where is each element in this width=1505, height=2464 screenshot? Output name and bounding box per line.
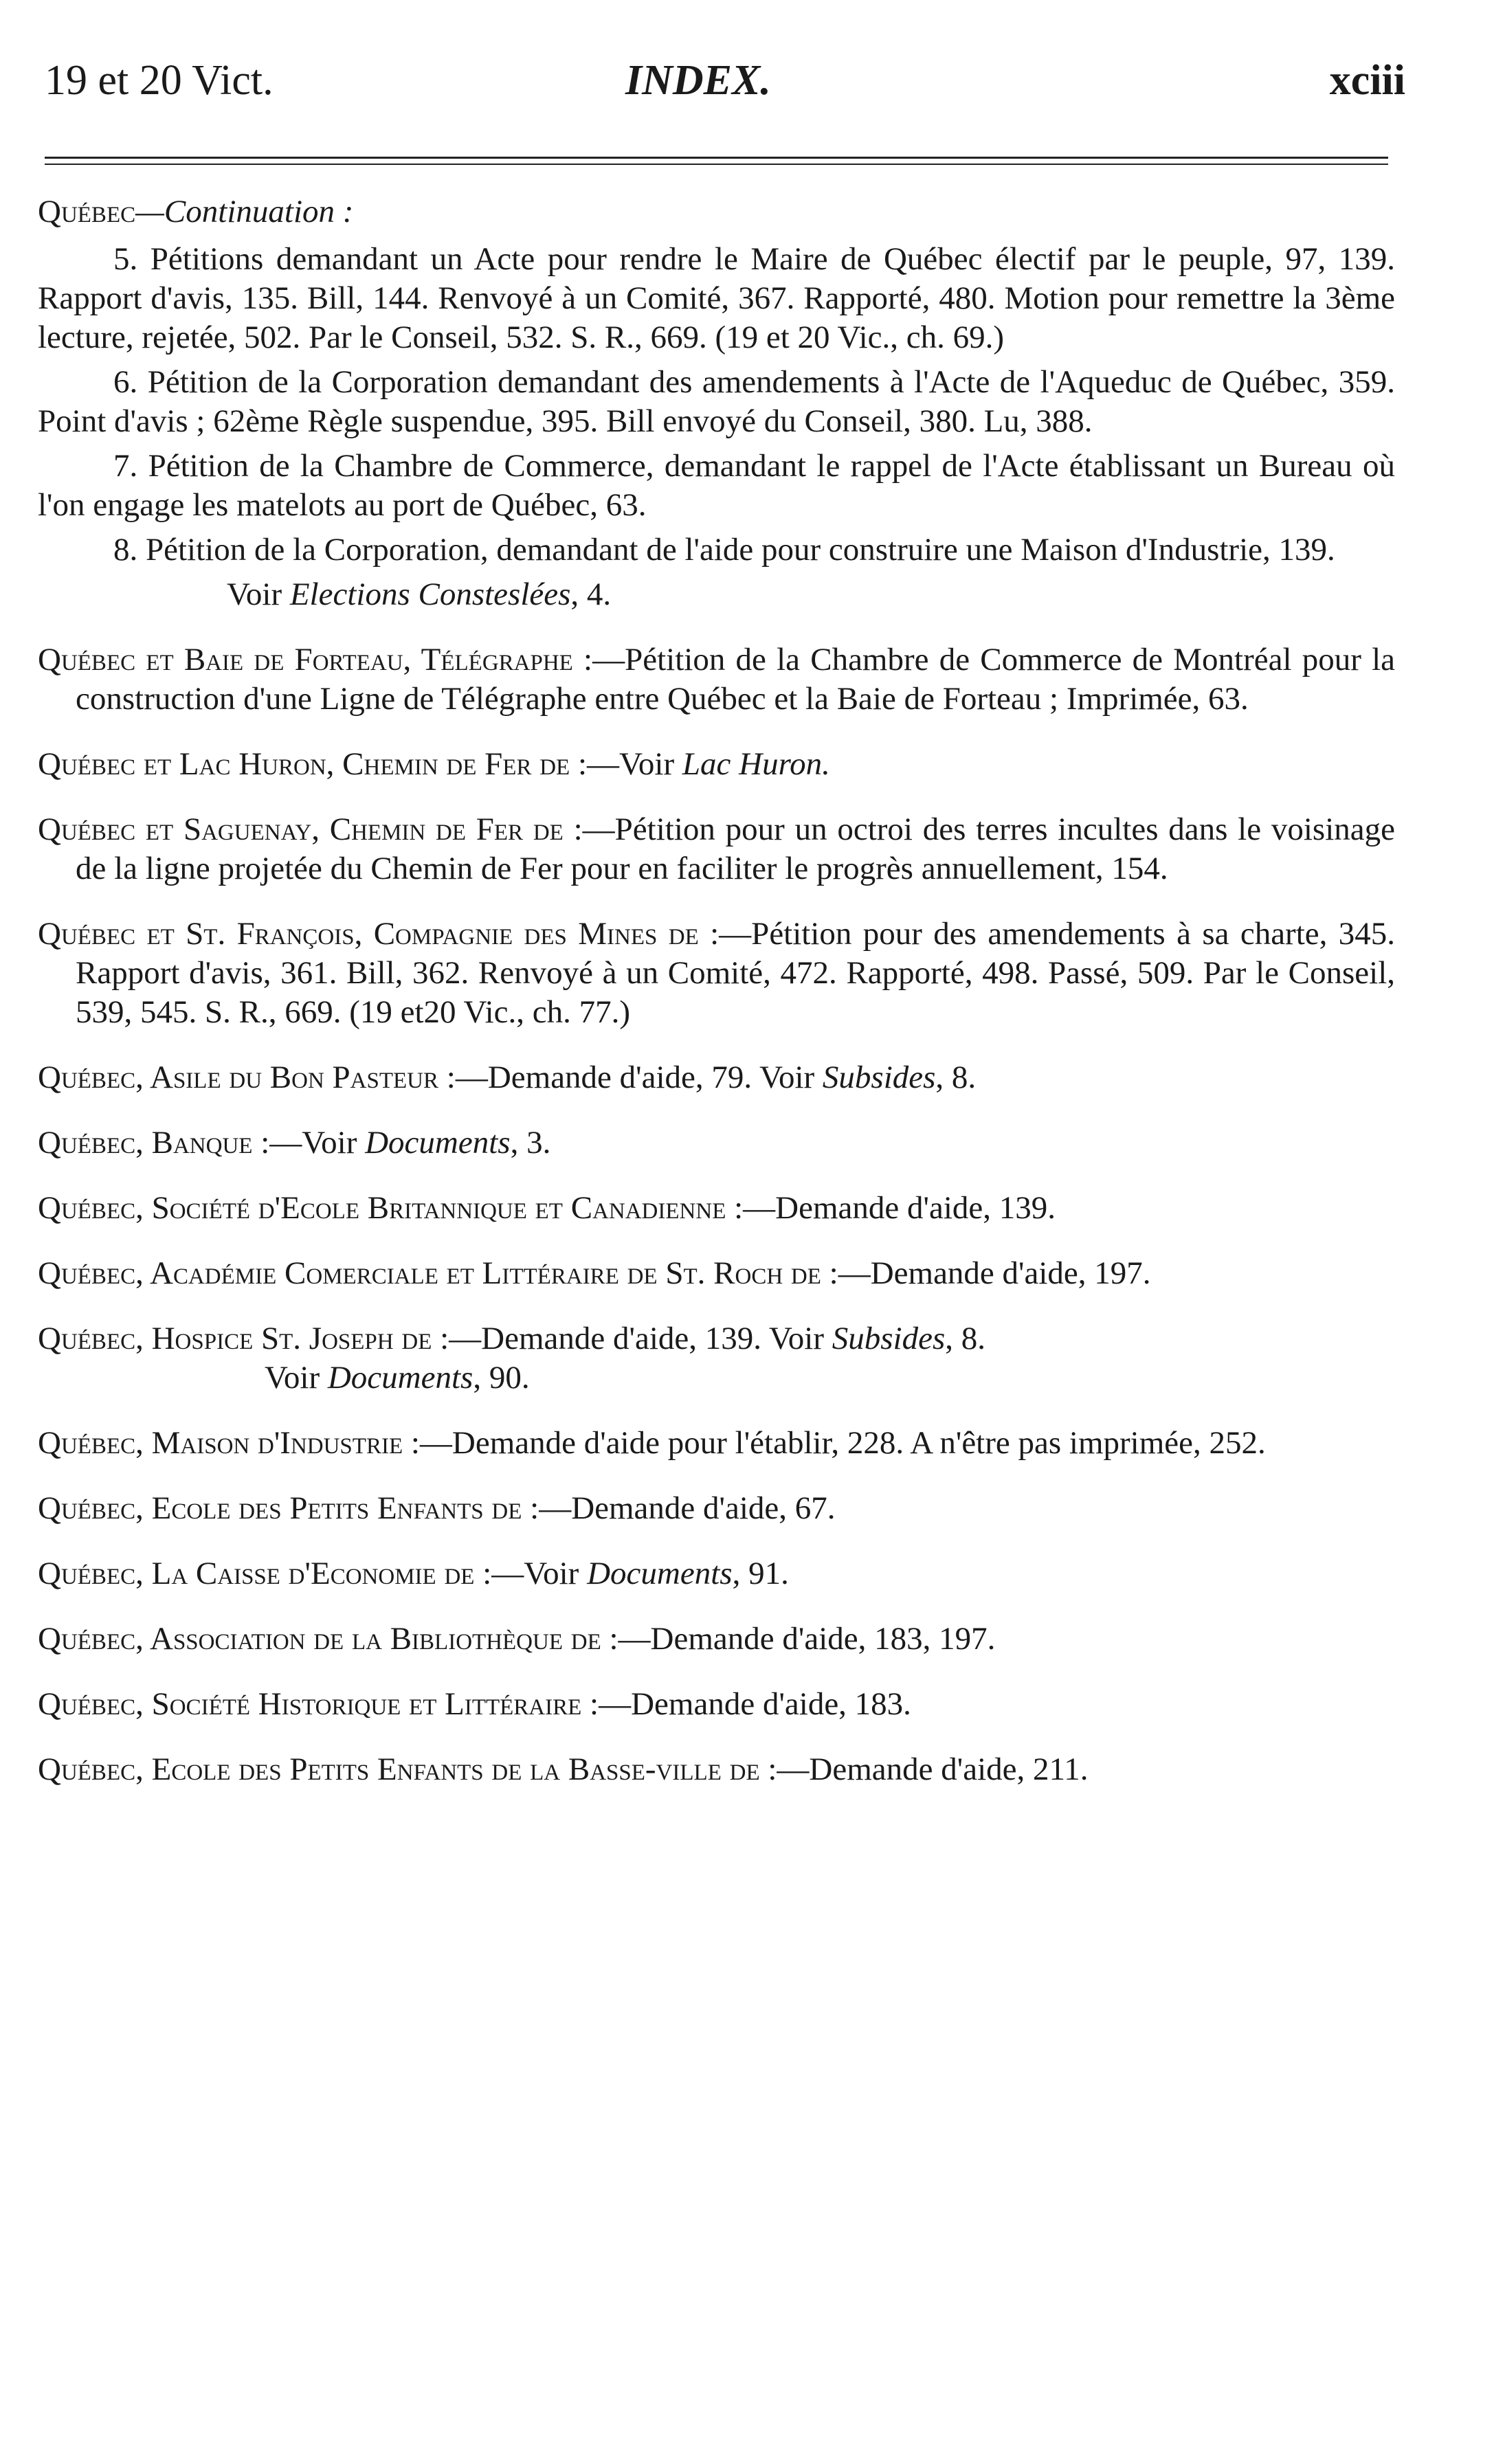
- sub-item-text: Pétition de la Chambre de Commerce, demandant le rappel de l'Acte établissant un Bureau où l'on engage les matelots au port de Québec, 63.: [38, 448, 1395, 523]
- entry-text: :—Voir: [474, 1556, 588, 1591]
- entry-text: :—Pétition pour un octroi des terres incultes dans le voisinage de la ligne projetée du Chemin de Fer pour en faciliter le progrès annuellement, 154.: [76, 811, 1395, 886]
- index-entry: [38, 1123, 1395, 1163]
- index-entry: [38, 1319, 1395, 1398]
- index-entry: [38, 1750, 1395, 1789]
- sub-item-text: Pétitions demandant un Acte pour rendre le Maire de Québec électif par le peuple, 97, 139. Rapport d'avis, 135. Bill, 144. Renvoyé à un Comité, 367. Rapporté, 480. Motion pour remettre la 3ème lecture, rejetée, 502. Par le Conseil, 532. S. R., 669. (19 et 20 Vic., ch. 69.): [38, 241, 1396, 355]
- entry-heading: Québec, Hospice St. Joseph de: [38, 1321, 432, 1356]
- entry-heading: Québec, Asile du Bon Pasteur: [38, 1060, 439, 1095]
- entry-reference: Lac Huron.: [682, 746, 830, 782]
- index-entry: [38, 1254, 1395, 1293]
- entry-heading: Québec, Société d'Ecole Britannique et Canadienne: [38, 1190, 726, 1226]
- sub-item-text: Pétition de la Corporation demandant des amendements à l'Acte de l'Aqueduc de Québec, 359. Point d'avis ; 62ème Règle suspendue, 395. Bill envoyé du Conseil, 380. Lu, 388.: [38, 364, 1395, 439]
- sub-item-list: [38, 240, 1395, 570]
- entry-reference: Subsides: [832, 1321, 946, 1356]
- entry-text-after: , 8.: [945, 1321, 985, 1356]
- index-entry: [38, 915, 1395, 1032]
- entry-heading: Québec, Ecole des Petits Enfants de: [38, 1490, 522, 1526]
- entry-heading: Québec, Ecole des Petits Enfants de la Basse-ville de: [38, 1751, 760, 1787]
- entry-text: :—Demande d'aide, 139.: [726, 1190, 1056, 1226]
- continuation-heading: Québec—Continuation :: [38, 194, 354, 229]
- page-header: [45, 56, 1405, 111]
- header-title: INDEX.: [625, 57, 771, 104]
- entry-text-after: , 8.: [935, 1060, 977, 1095]
- entry-heading: Québec, Association de la Bibliothèque de: [38, 1621, 601, 1657]
- index-entry: [38, 810, 1395, 888]
- see-also-prefix: Voir: [265, 1360, 328, 1396]
- sub-item: [38, 530, 1395, 570]
- sub-item-number: 5.: [113, 241, 150, 277]
- header-rule-thin: [45, 164, 1388, 165]
- sub-item: [38, 363, 1395, 441]
- index-entry: [38, 1189, 1395, 1228]
- entry-text: :—Demande d'aide, 79. Voir: [438, 1060, 823, 1095]
- sub-item-number: 6.: [113, 364, 148, 400]
- sub-item: [38, 240, 1395, 357]
- entry-heading: Québec et Saguenay, Chemin de Fer de: [38, 811, 564, 847]
- sub-item-number: 7.: [113, 448, 148, 484]
- see-also-reference: Documents: [327, 1360, 473, 1396]
- header-page-number: xciii: [1329, 57, 1405, 104]
- sub-item-text: Pétition de la Corporation, demandant de l'aide pour construire une Maison d'Industrie, 139.: [146, 532, 1335, 568]
- entry-heading: Québec, La Caisse d'Economie de: [38, 1556, 475, 1591]
- index-entry: [38, 1058, 1395, 1097]
- sub-item-number: 8.: [113, 532, 146, 568]
- entry-text: :—Demande d'aide pour l'établir, 228. A n'être pas imprimée, 252.: [403, 1425, 1266, 1461]
- index-entry: [38, 640, 1395, 719]
- entry-text: :—Demande d'aide, 183, 197.: [601, 1621, 996, 1657]
- entry-text: :—Demande d'aide, 67.: [522, 1490, 836, 1526]
- entry-heading: Québec et St. François, Compagnie des Mines de: [38, 916, 699, 952]
- index-entry: [38, 1424, 1395, 1463]
- index-content: [38, 187, 1395, 1789]
- entry-heading: Québec, Banque: [38, 1125, 253, 1161]
- entry-text: :—Demande d'aide, 211.: [759, 1751, 1089, 1787]
- header-left: 19 et 20 Vict.: [45, 57, 274, 104]
- entry-text: :—Pétition pour des amendements à sa charte, 345. Rapport d'avis, 361. Bill, 362. Renvoyé à un Comité, 472. Rapporté, 498. Passé, 509. Par le Conseil, 539, 545. S. R., 669. (19 et20 Vic., ch. 77.): [76, 916, 1395, 1030]
- entry-text: :—Demande d'aide, 139. Voir: [432, 1321, 832, 1356]
- entry-heading: Québec, Société Historique et Littéraire: [38, 1686, 582, 1722]
- entry-reference: Documents: [365, 1125, 511, 1161]
- index-entry: [38, 1554, 1395, 1593]
- header-rule-thick: [45, 157, 1388, 159]
- entry-text: :—Voir: [570, 746, 682, 782]
- entry-heading: Québec et Baie de Forteau, Télégraphe: [38, 642, 573, 677]
- index-entry: [38, 1620, 1395, 1659]
- entry-see-also: [76, 1358, 1395, 1398]
- entry-heading: Québec, Maison d'Industrie: [38, 1425, 403, 1461]
- index-entry: [38, 1685, 1395, 1724]
- entry-reference: Documents: [587, 1556, 733, 1591]
- index-entry: [38, 1489, 1395, 1528]
- entry-text-after: , 91.: [732, 1556, 789, 1591]
- entry-text: :—Demande d'aide, 197.: [821, 1255, 1151, 1291]
- entry-heading: Québec, Académie Comerciale et Littéraire de St. Roch de: [38, 1255, 821, 1291]
- entry-text-after: , 3.: [510, 1125, 551, 1161]
- entry-text: :—Demande d'aide, 183.: [581, 1686, 911, 1722]
- index-entry-list: [38, 640, 1395, 1789]
- entry-heading: Québec et Lac Huron, Chemin de Fer de: [38, 746, 570, 782]
- index-entry: [38, 745, 1395, 784]
- sub-item: [38, 447, 1395, 525]
- see-also-after: , 90.: [473, 1360, 530, 1396]
- entry-text: :—Pétition de la Chambre de Commerce de Montréal pour la construction d'une Ligne de Télégraphe entre Québec et la Baie de Forteau ; Imprimée, 63.: [76, 642, 1395, 717]
- entry-reference: Subsides: [822, 1060, 936, 1095]
- entry-text: :—Voir: [252, 1125, 366, 1161]
- voir-reference: Voir Elections Consteslées, 4.: [227, 576, 612, 612]
